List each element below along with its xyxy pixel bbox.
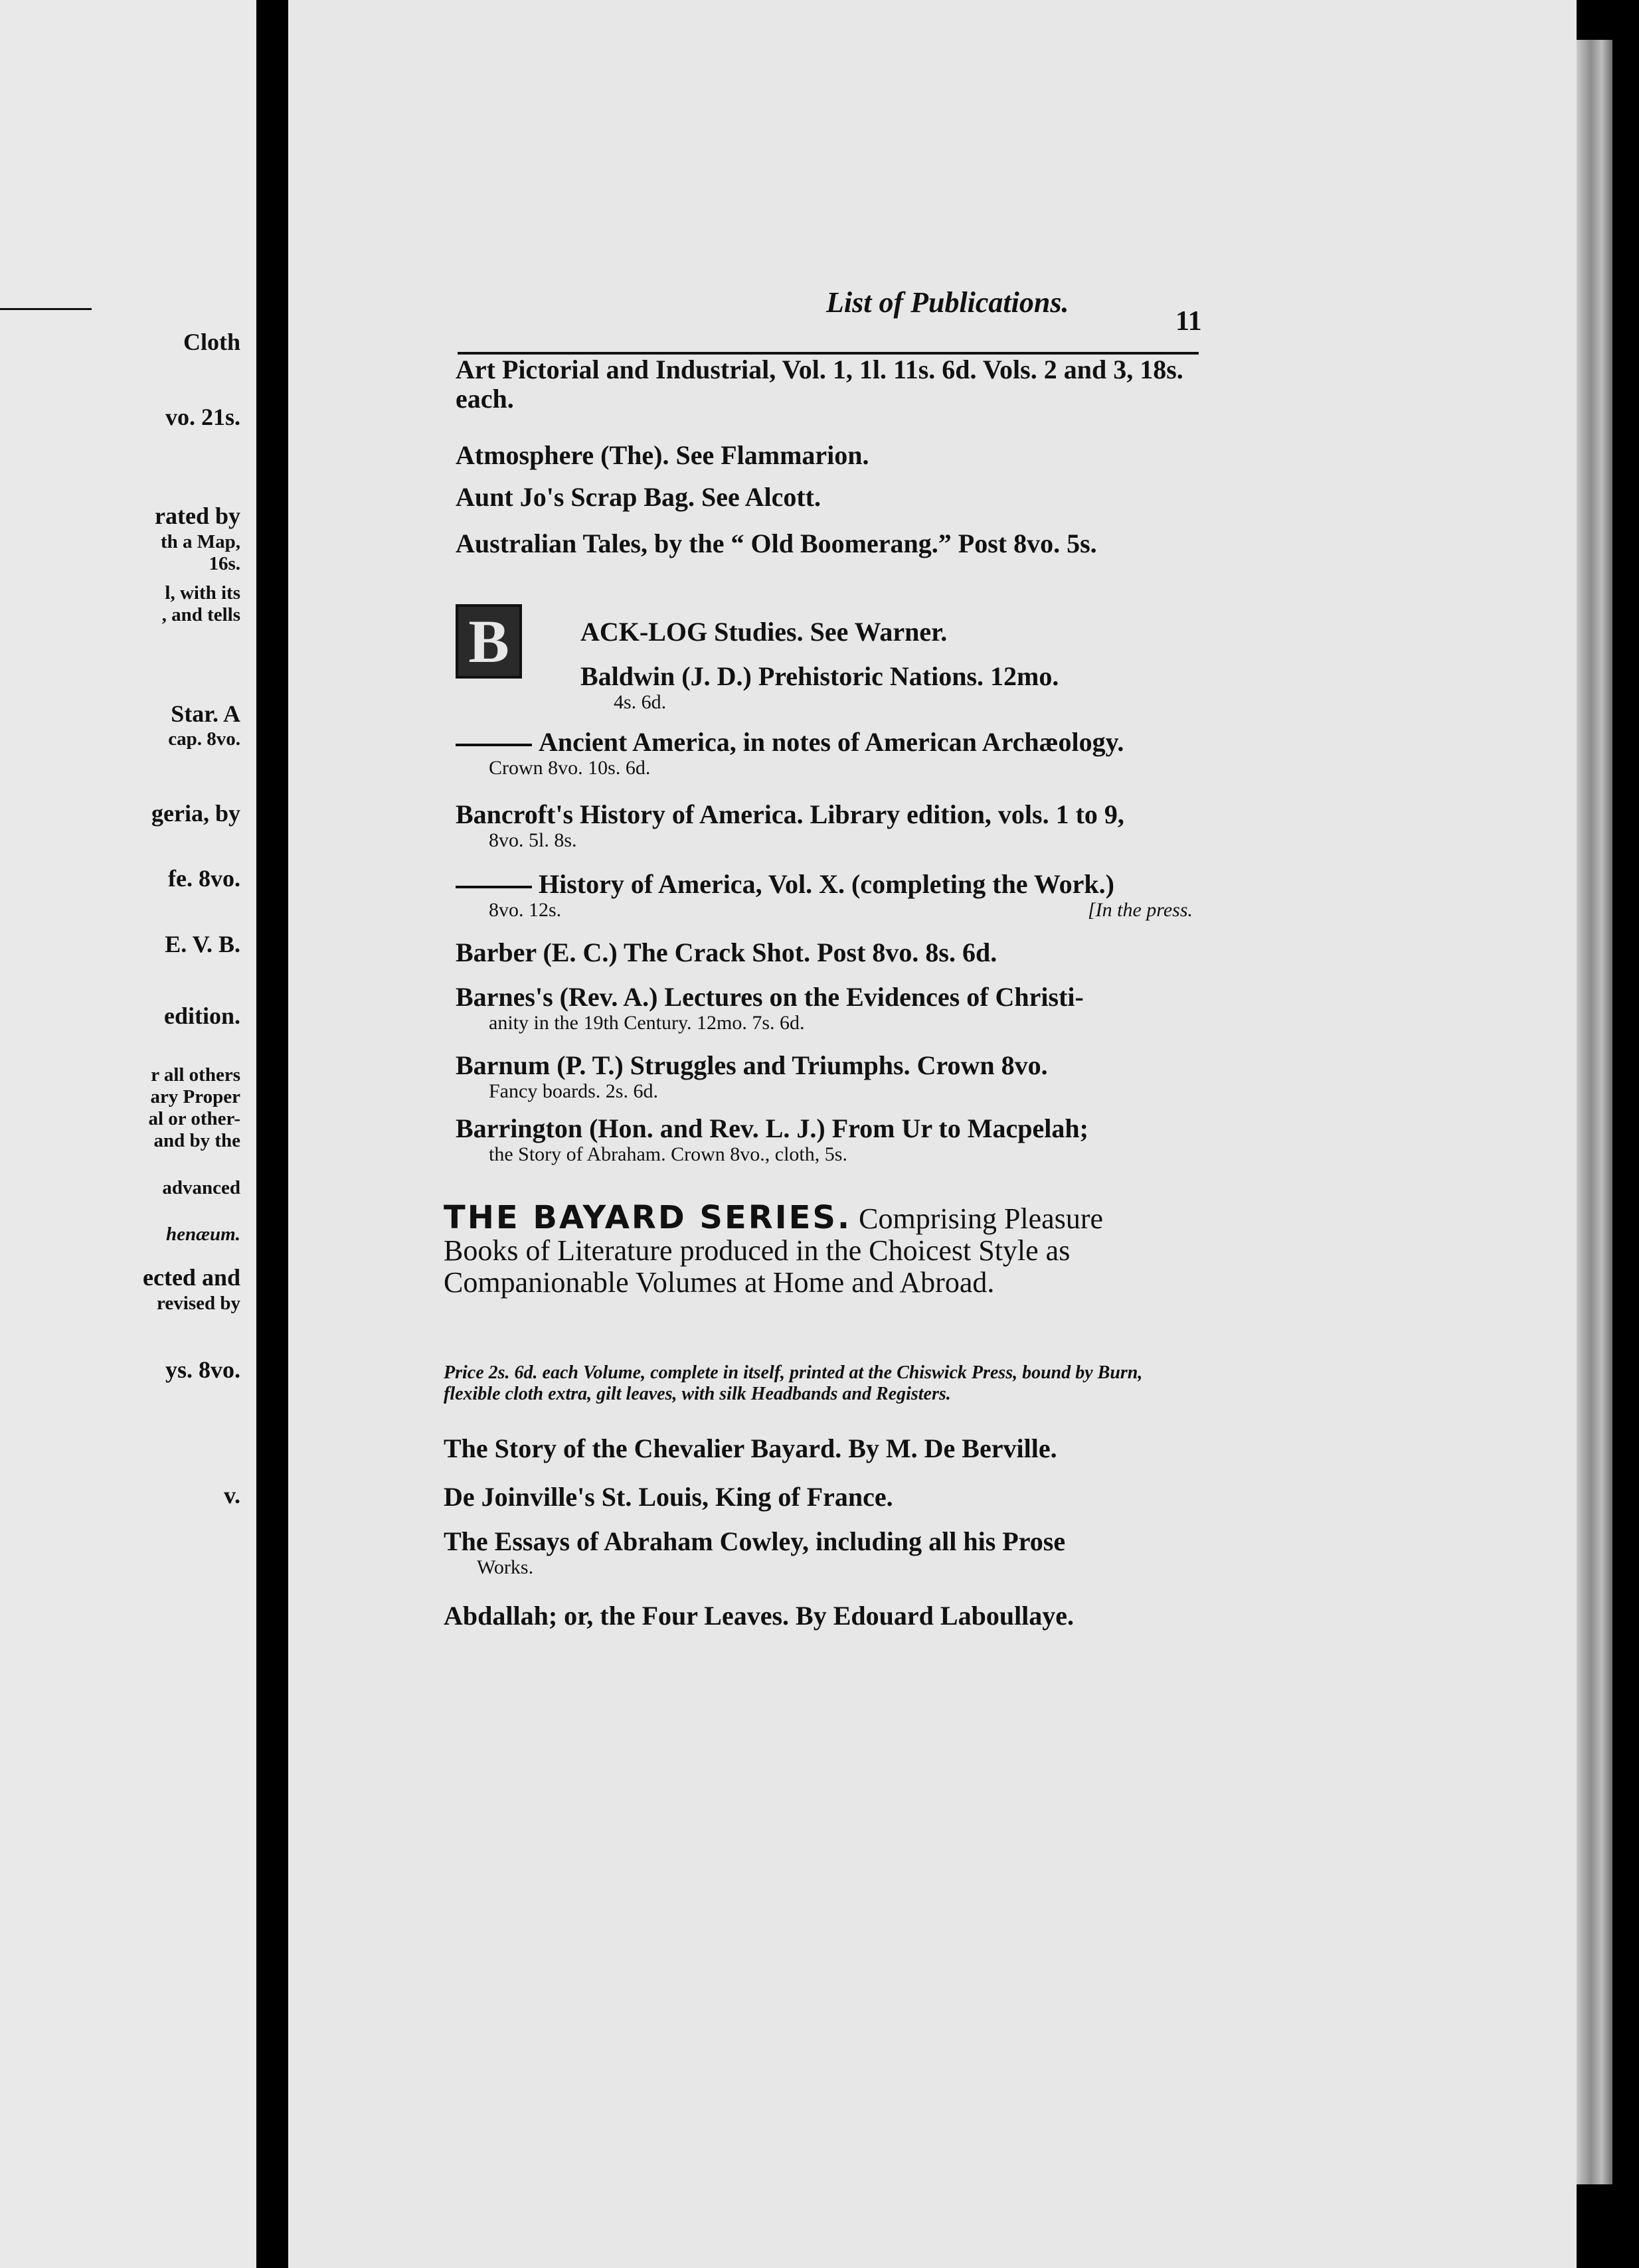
- left-fragment: 16s.: [209, 553, 240, 574]
- catalogue-entry: [456, 483, 1193, 512]
- left-fragment: r all others: [151, 1064, 240, 1086]
- entry-note: [In the press.: [1087, 899, 1193, 921]
- catalogue-entry: [456, 355, 1193, 414]
- left-fragment: ected and: [143, 1264, 240, 1291]
- entry-details-text: 8vo. 5l. 8s.: [489, 829, 577, 851]
- entry-title-text: De Joinville's St. Louis, King of France.: [444, 1482, 893, 1512]
- entry-title: [456, 728, 1193, 757]
- entry-details: [580, 691, 1193, 714]
- catalogue-entry: [580, 617, 1193, 647]
- page-number: 11: [1175, 306, 1202, 337]
- entry-details-text: 4s. 6d.: [614, 691, 667, 713]
- left-fragment: advanced: [162, 1177, 240, 1198]
- entry-details-text: Works.: [477, 1556, 534, 1578]
- entry-title-text: ACK-LOG Studies. See Warner.: [580, 617, 948, 647]
- entry-title-text: Baldwin (J. D.) Prehistoric Nations. 12mo.: [580, 661, 1059, 691]
- catalogue-entry: [444, 1483, 1193, 1512]
- left-fragment: ary Proper: [150, 1086, 240, 1107]
- catalogue-entry: [580, 662, 1193, 714]
- entry-title: [456, 441, 1193, 470]
- left-fragment: revised by: [157, 1293, 240, 1314]
- entry-details: [456, 757, 1193, 779]
- entry-title: [456, 355, 1193, 414]
- catalogue-entry: [456, 1114, 1193, 1166]
- bayard-series-heading: [444, 1199, 1181, 1299]
- left-fragment: henæum.: [165, 1224, 240, 1245]
- left-fragment: Cloth: [183, 329, 240, 355]
- bayard-price-note: Price 2s. 6d. each Volume, complete in itself, printed at the Chiswick Press, bound by Burn, flexible cloth extra, gilt leaves, with silk Headbands and Registers.: [444, 1362, 1143, 1404]
- dropcap-letter: B: [468, 608, 509, 675]
- catalogue-entry: [456, 983, 1193, 1034]
- entry-details-text: 8vo. 12s.: [489, 899, 562, 921]
- left-fragment: v.: [223, 1482, 240, 1508]
- entry-title: [456, 483, 1193, 512]
- left-fragment: E. V. B.: [165, 931, 240, 957]
- left-fragment: l, with its: [165, 582, 240, 604]
- entry-title: [456, 1051, 1193, 1080]
- entry-title: [580, 662, 1193, 691]
- dropcap-b: [456, 604, 522, 679]
- left-fragment: th a Map,: [160, 531, 240, 552]
- entry-title-text: Aunt Jo's Scrap Bag. See Alcott.: [456, 482, 821, 512]
- entry-title-text: The Essays of Abraham Cowley, including all his Prose: [444, 1526, 1066, 1556]
- catalogue-entry: [456, 870, 1193, 922]
- entry-title: [444, 1483, 1193, 1512]
- left-fragment: vo. 21s.: [165, 404, 240, 430]
- entry-title-text: The Story of the Chevalier Bayard. By M. De Berville.: [444, 1433, 1057, 1463]
- catalogue-entry: [444, 1527, 1193, 1579]
- entry-title-text: Bancroft's History of America. Library edition, vols. 1 to 9,: [456, 799, 1124, 829]
- left-fragment: cap. 8vo.: [168, 728, 240, 750]
- entry-title-text: Art Pictorial and Industrial, Vol. 1, 1l. 11s. 6d. Vols. 2 and 3, 18s. each.: [456, 355, 1183, 414]
- running-title: List of Publications.: [826, 286, 1069, 319]
- ditto-dash: [456, 744, 532, 746]
- entry-title-text: Barnum (P. T.) Struggles and Triumphs. Crown 8vo.: [456, 1050, 1048, 1080]
- entry-details: [456, 1143, 1193, 1166]
- left-fragment: rated by: [155, 503, 240, 529]
- entry-title: [456, 1114, 1193, 1143]
- bayard-series-title: THE BAYARD SERIES.: [444, 1199, 852, 1236]
- entry-title: [444, 1434, 1193, 1463]
- book-page: [288, 0, 1577, 2268]
- entry-title: [444, 1527, 1193, 1556]
- entry-title: [580, 617, 1193, 647]
- catalogue-entry: [444, 1434, 1193, 1463]
- entry-title-text: Atmosphere (The). See Flammarion.: [456, 440, 869, 470]
- catalogue-entry: [456, 441, 1193, 470]
- entry-details-text: anity in the 19th Century. 12mo. 7s. 6d.: [489, 1012, 805, 1034]
- entry-details-text: Fancy boards. 2s. 6d.: [489, 1080, 658, 1102]
- entry-title: [456, 983, 1193, 1012]
- entry-details: [444, 1556, 1193, 1579]
- entry-title: [456, 800, 1193, 829]
- left-fragment: geria, by: [151, 800, 240, 827]
- left-fragment: and by the: [153, 1130, 240, 1151]
- entry-title: [444, 1601, 1193, 1631]
- bayard-series-intro: Comprising Pleasure Books of Literature produced in the Choicest Style as Companionable Volumes at Home and Abroad.: [444, 1202, 1104, 1299]
- entry-title-text: Barnes's (Rev. A.) Lectures on the Evidences of Christi-: [456, 982, 1084, 1012]
- entry-title-text: Barrington (Hon. and Rev. L. J.) From Ur to Macpelah;: [456, 1113, 1088, 1143]
- entry-details: [456, 899, 1193, 922]
- catalogue-entry: [456, 938, 1193, 967]
- entry-title-text: Ancient America, in notes of American Archæology.: [539, 727, 1124, 757]
- entry-title-text: Australian Tales, by the “ Old Boomerang.” Post 8vo. 5s.: [456, 528, 1097, 558]
- catalogue-entry: [456, 800, 1193, 852]
- entry-title-text: History of America, Vol. X. (completing the Work.): [539, 869, 1114, 899]
- left-fragment: edition.: [163, 1003, 240, 1029]
- entry-details: [456, 1012, 1193, 1034]
- page-edge: [1577, 40, 1612, 2184]
- entry-details-text: Crown 8vo. 10s. 6d.: [489, 757, 651, 779]
- entry-title: [456, 870, 1193, 899]
- left-fragment: , and tells: [161, 604, 240, 625]
- entry-title-text: Abdallah; or, the Four Leaves. By Edouard Laboullaye.: [444, 1601, 1075, 1631]
- ditto-dash: [456, 886, 532, 888]
- entry-details: [456, 829, 1193, 852]
- catalogue-entry: [444, 1601, 1193, 1631]
- entry-title-text: Barber (E. C.) The Crack Shot. Post 8vo. 8s. 6d.: [456, 937, 997, 967]
- entry-details-text: the Story of Abraham. Crown 8vo., cloth, 5s.: [489, 1143, 847, 1165]
- left-fragment: Star. A: [171, 700, 240, 727]
- left-fragment: ys. 8vo.: [165, 1356, 240, 1383]
- left-page-rule: [0, 308, 92, 310]
- catalogue-entry: [456, 529, 1193, 558]
- catalogue-entry: [456, 1051, 1193, 1103]
- entry-title: [456, 938, 1193, 967]
- catalogue-entry: [456, 728, 1193, 779]
- left-fragment: fe. 8vo.: [168, 865, 240, 892]
- entry-details: [456, 1080, 1193, 1103]
- facing-page-left: [0, 0, 256, 2268]
- left-fragment: al or other-: [148, 1108, 240, 1129]
- entry-title: [456, 529, 1193, 558]
